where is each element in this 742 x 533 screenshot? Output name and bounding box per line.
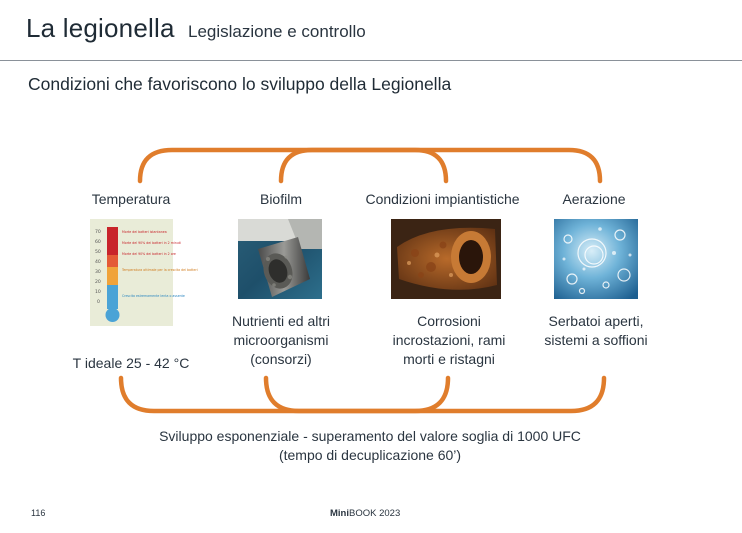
tick-50: 50 [95,250,101,255]
page-title: La legionella [26,13,175,43]
desc-biofilm [206,312,356,369]
tick-40: 40 [95,260,101,265]
water-bubbles-photo [554,219,638,299]
book-title-suffix: BOOK 2023 [349,508,401,519]
summary-line1: Sviluppo esponenziale - superamento del valore soglia di 1000 UFC [159,428,581,444]
desc-condizioni-impiantistiche [370,312,528,369]
label-temperatura: Temperatura [91,191,171,207]
tick-10: 10 [95,290,101,295]
tick-30: 30 [95,270,101,275]
legend-optimal-growth: Temperatura ottimale per la crescita dei batteri [122,268,198,272]
top-connector-outer [140,150,600,181]
thermometer-chart-image [90,219,198,326]
label-condizioni-impiantistiche: Condizioni impiantistiche [365,191,520,207]
legend-slow-growth: Crescita estremamente lenta o assente [122,294,185,298]
label-biofilm: Biofilm [259,191,302,207]
section-title: Condizioni che favoriscono lo sviluppo della Legionella [28,74,452,94]
desc-aerazione-line1: Serbatoi aperti, [548,313,644,329]
tick-70: 70 [95,230,101,235]
legend-90-2min: Morte del 90% dei batteri in 2 minuti [122,241,181,245]
desc-condizioni-line2: incrostazioni, rami [392,332,506,348]
biofilm-pipe-photo [238,219,322,299]
bottom-connector-outer [121,378,604,411]
label-aerazione: Aerazione [562,191,626,207]
page-number: 116 [31,508,46,518]
corroded-pipe-photo [391,219,501,299]
tick-60: 60 [95,240,101,245]
legend-instant-death: Morte dei batteri istantanea [122,230,167,234]
desc-aerazione-line2: sistemi a soffioni [544,332,648,348]
tick-20: 20 [95,280,101,285]
bottom-connector-inner [266,378,448,411]
legend-90-2h: Morte del 90% dei batteri in 2 ore [122,252,176,256]
desc-condizioni-line3: morti e ristagni [403,351,495,367]
top-connector-inner [281,150,446,181]
desc-temperatura: T ideale 25 - 42 °C [72,355,190,371]
page-subtitle: Legislazione e controllo [188,22,366,41]
book-title [330,508,400,519]
desc-aerazione [526,312,666,350]
book-title-prefix: Mini [330,508,349,519]
desc-biofilm-line1: Nutrienti ed altri [231,313,331,329]
desc-biofilm-line3: (consorzi) [250,351,312,367]
summary-text [80,427,660,465]
tick-0: 0 [97,300,100,305]
desc-biofilm-line2: microorganismi [233,332,329,348]
summary-line2: (tempo di decuplicazione 60’) [278,447,462,463]
desc-condizioni-line1: Corrosioni [417,313,481,329]
